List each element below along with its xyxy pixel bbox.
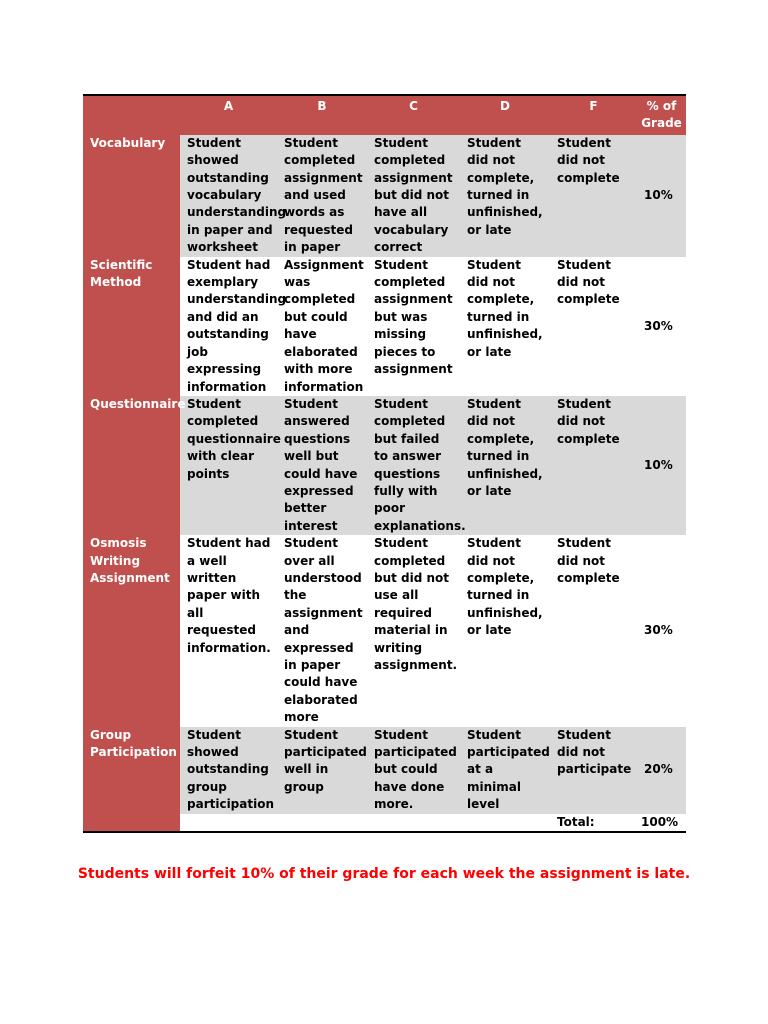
grade-b-cell: Student over all understood the assignment and expressed in paper could have elaborated more <box>277 535 367 726</box>
total-value: 100% <box>637 814 686 832</box>
weight-cell: 10% <box>637 135 686 257</box>
grade-b-cell: Student answered questions well but could have expressed better interest <box>277 396 367 535</box>
grade-d-cell: Student did not complete, turned in unfinished, or late <box>460 135 550 257</box>
grade-c-cell: Student participated but could have done more. <box>367 727 460 814</box>
table-row <box>83 727 686 814</box>
grade-f-cell: Student did not complete <box>550 135 637 257</box>
grade-c-cell: Student completed assignment but did not have all vocabulary correct <box>367 135 460 257</box>
grade-a-cell: Student had exemplary understanding and did an outstanding job expressing information <box>180 257 277 396</box>
total-spacer <box>277 814 367 832</box>
grade-b-cell: Student completed assignment and used words as requested in paper <box>277 135 367 257</box>
weight-cell: 20% <box>637 727 686 814</box>
header-d: D <box>460 95 550 135</box>
grade-c-cell: Student completed but did not use all required material in writing assignment. <box>367 535 460 726</box>
table-row <box>83 396 686 535</box>
header-f: F <box>550 95 637 135</box>
late-policy-note: Students will forfeit 10% of their grade for each week the assignment is late. <box>77 866 691 882</box>
total-criterion-blank <box>83 814 180 832</box>
grade-d-cell: Student did not complete, turned in unfinished, or late <box>460 396 550 535</box>
total-row <box>83 814 686 832</box>
total-spacer <box>367 814 460 832</box>
criterion-label: Vocabulary <box>83 135 180 257</box>
grade-f-cell: Student did not participate <box>550 727 637 814</box>
grade-a-cell: Student showed outstanding vocabulary understanding in paper and worksheet <box>180 135 277 257</box>
table-row <box>83 257 686 396</box>
grade-f-cell: Student did not complete <box>550 396 637 535</box>
grade-d-cell: Student participated at a minimal level <box>460 727 550 814</box>
header-a: A <box>180 95 277 135</box>
grading-rubric-table <box>83 94 686 833</box>
weight-cell: 30% <box>637 257 686 396</box>
grade-a-cell: Student showed outstanding group participation <box>180 727 277 814</box>
total-spacer <box>460 814 550 832</box>
grade-a-cell: Student completed questionnaire with clear points <box>180 396 277 535</box>
criterion-label: Questionnaire <box>83 396 180 535</box>
table-row <box>83 135 686 257</box>
total-label: Total: <box>550 814 637 832</box>
header-c: C <box>367 95 460 135</box>
grade-c-cell: Student completed but failed to answer questions fully with poor explanations. <box>367 396 460 535</box>
criterion-label: Scientific Method <box>83 257 180 396</box>
header-blank <box>83 95 180 135</box>
grade-f-cell: Student did not complete <box>550 535 637 726</box>
header-row <box>83 95 686 135</box>
grade-b-cell: Student participated well in group <box>277 727 367 814</box>
criterion-label: Osmosis Writing Assignment <box>83 535 180 726</box>
weight-cell: 10% <box>637 396 686 535</box>
header-percent-grade: % of Grade <box>637 95 686 135</box>
header-b: B <box>277 95 367 135</box>
criterion-label: Group Participation <box>83 727 180 814</box>
grade-a-cell: Student had a well written paper with all requested information. <box>180 535 277 726</box>
weight-cell: 30% <box>637 535 686 726</box>
grade-f-cell: Student did not complete <box>550 257 637 396</box>
total-spacer <box>180 814 277 832</box>
grade-d-cell: Student did not complete, turned in unfinished, or late <box>460 535 550 726</box>
grade-d-cell: Student did not complete, turned in unfinished, or late <box>460 257 550 396</box>
grade-b-cell: Assignment was completed but could have elaborated with more information <box>277 257 367 396</box>
table-row <box>83 535 686 726</box>
grade-c-cell: Student completed assignment but was missing pieces to assignment <box>367 257 460 396</box>
